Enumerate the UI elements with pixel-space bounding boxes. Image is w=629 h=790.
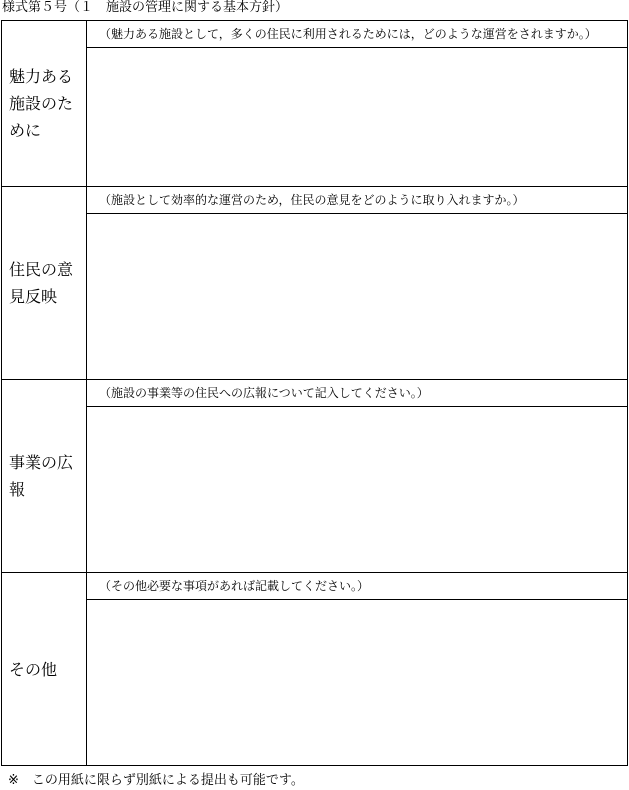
section-prompt-other: （その他必要な事項があれば記載してください。） [87,573,628,600]
section-row-publicity [2,380,628,407]
answer-field-attractive-facility[interactable] [87,48,628,187]
answer-field-other[interactable] [87,600,628,766]
form-title: 様式第５号（１ 施設の管理に関する基本方針） [2,0,289,15]
section-label-other: その他 [2,573,87,766]
section-label-resident-feedback: 住民の意見反映 [2,187,87,380]
section-prompt-resident-feedback: （施設として効率的な運営のため，住民の意見をどのように取り入れますか。） [87,187,628,214]
footnote: ※ この用紙に限らず別紙による提出も可能です。 [8,773,304,788]
answer-field-publicity[interactable] [87,407,628,573]
section-row-other [2,573,628,600]
section-label-publicity: 事業の広報 [2,380,87,573]
policy-form-table [1,20,628,766]
section-row-attractive-facility [2,21,628,48]
answer-field-resident-feedback[interactable] [87,214,628,380]
section-label-attractive-facility: 魅力ある施設のために [2,21,87,187]
section-prompt-publicity: （施設の事業等の住民への広報について記入してください。） [87,380,628,407]
section-prompt-attractive-facility: （魅力ある施設として，多くの住民に利用されるためには，どのような運営をされますか。） [87,21,628,48]
section-row-resident-feedback [2,187,628,214]
